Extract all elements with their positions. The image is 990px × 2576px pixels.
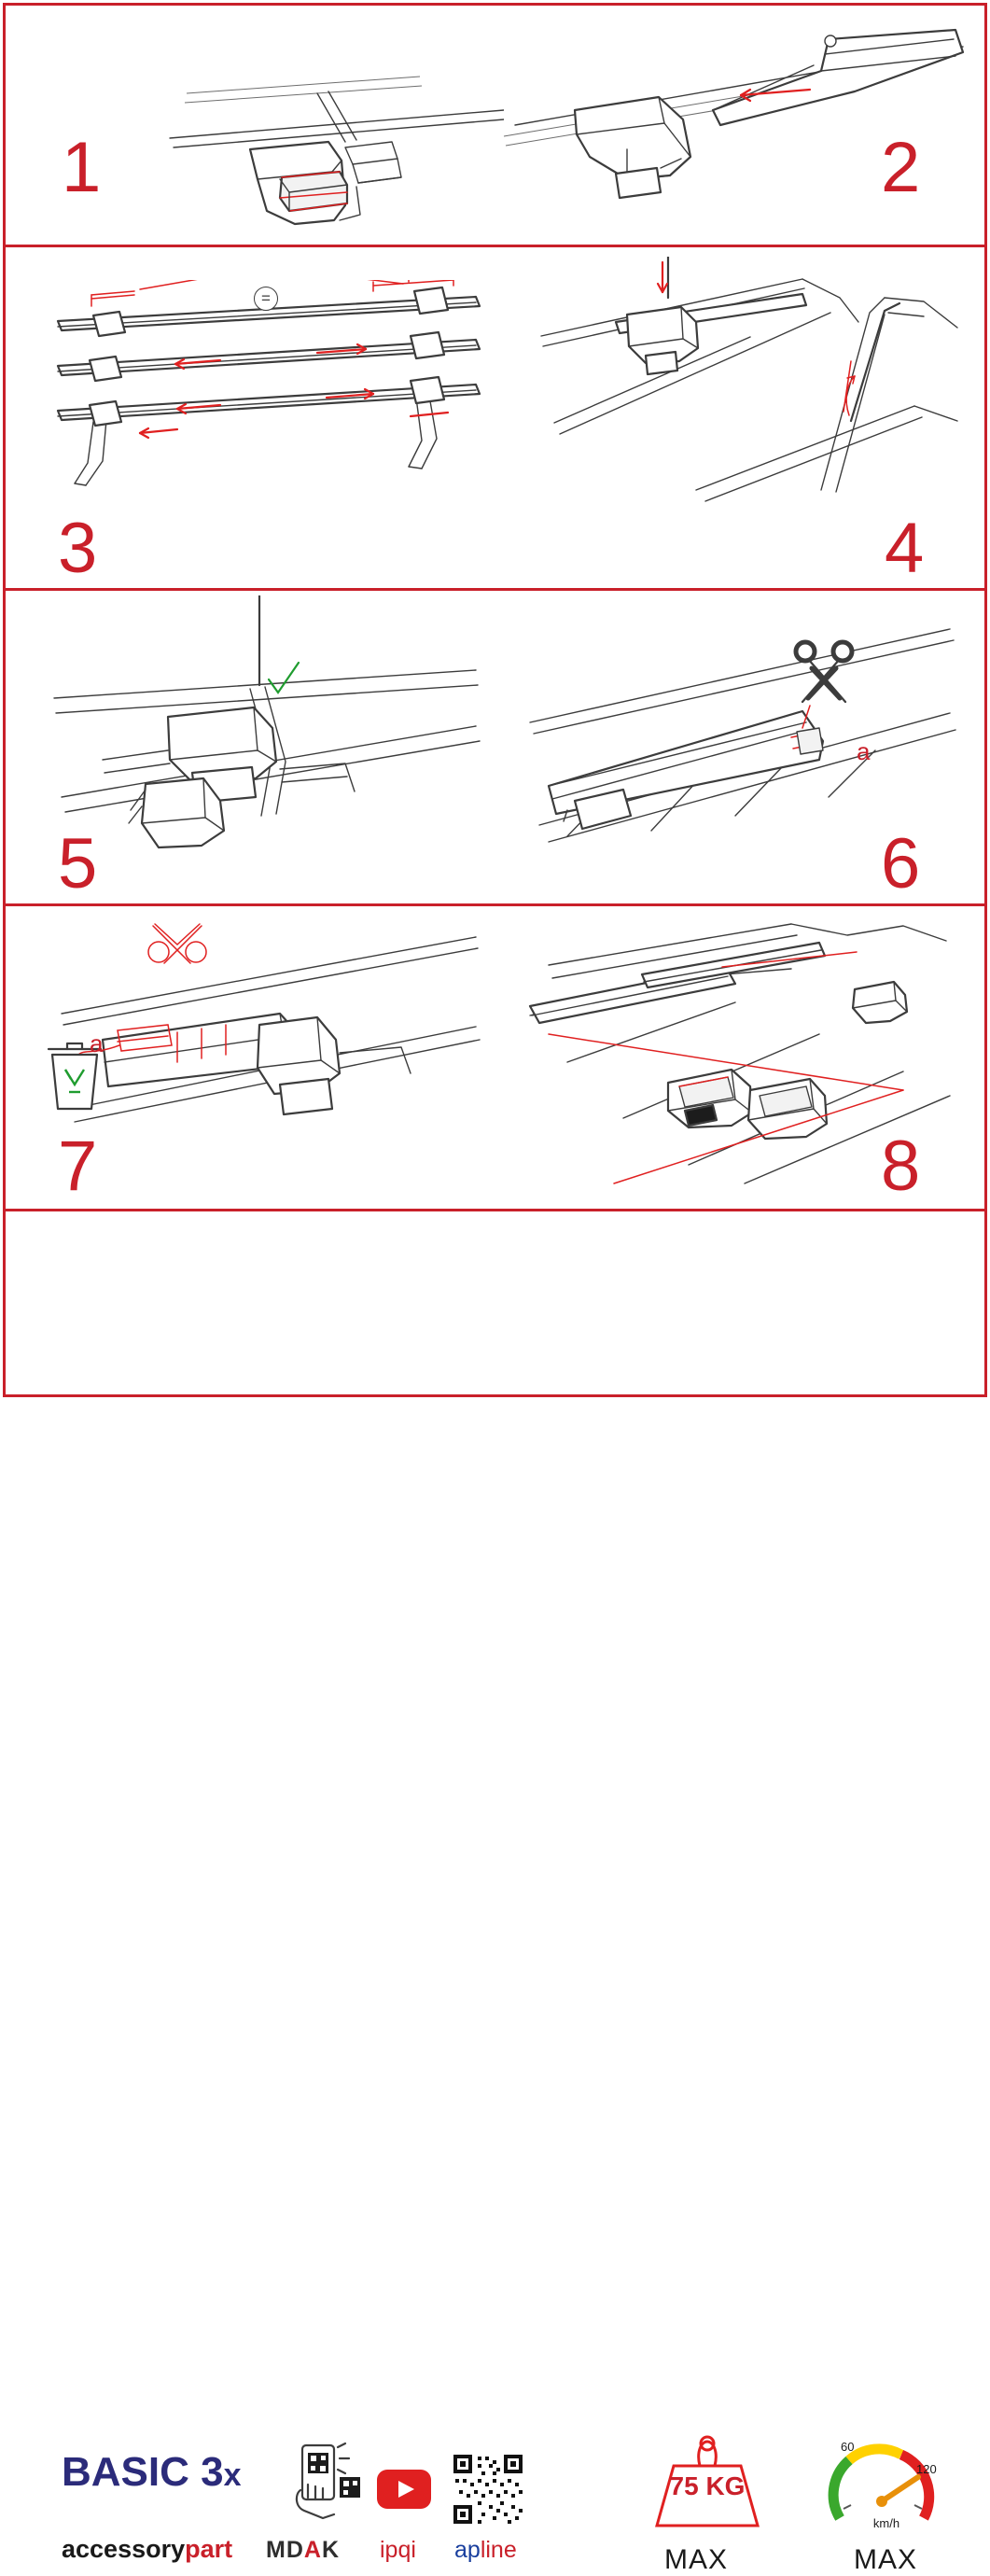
scissors-icon-red [148, 924, 206, 963]
step-4-illustration [523, 257, 961, 509]
gauge-tick-60: 60 [841, 2440, 855, 2454]
brand-logo [62, 2535, 232, 2564]
apline-accent: line [480, 2537, 517, 2563]
brand-suffix: part [185, 2535, 233, 2563]
qr-scan-hand-icon [291, 2442, 364, 2524]
weight-value: 75 KG [669, 2471, 746, 2500]
step-number-6: 6 [881, 824, 920, 903]
product-name-text: BASIC 3 [62, 2449, 224, 2495]
qr-code [452, 2453, 524, 2526]
footer [0, 1211, 990, 2575]
youtube-icon[interactable] [377, 2470, 431, 2509]
logo-label-mdak [266, 2537, 340, 2564]
speed-unit: km/h [872, 2516, 900, 2530]
product-name-suffix: x [223, 2457, 242, 2493]
divider-row-1 [3, 245, 987, 247]
mdak-pre: MD [266, 2537, 304, 2563]
scissors-icon [796, 642, 852, 702]
divider-row-3 [3, 903, 987, 906]
part-label-a-step7: a [90, 1029, 104, 1057]
step-number-7: 7 [58, 1127, 97, 1206]
step-number-5: 5 [58, 824, 97, 903]
equal-badge: = [254, 287, 278, 311]
brand-prefix: accessory [62, 2535, 186, 2563]
step-7-illustration [37, 913, 495, 1193]
divider-row-2 [3, 588, 987, 591]
mdak-post: K [321, 2537, 341, 2563]
part-label-a-step6: a [857, 737, 871, 765]
gauge-tick-120: 120 [916, 2462, 937, 2476]
step-number-2: 2 [881, 128, 920, 207]
step-number-3: 3 [58, 509, 97, 588]
speed-max-caption: MAX [854, 2544, 918, 2575]
step-3-illustration [37, 280, 504, 495]
step-number-1: 1 [62, 128, 101, 207]
mdak-accent: A [303, 2537, 322, 2563]
step-number-8: 8 [881, 1127, 920, 1206]
weight-max-caption: MAX [664, 2544, 729, 2575]
product-name [62, 2449, 242, 2496]
apline-pre: ap [454, 2537, 481, 2563]
logo-label-ipqi: ipqi [380, 2537, 416, 2563]
step-5-illustration [37, 595, 495, 875]
logo-label-apline [454, 2537, 517, 2564]
step-1-illustration [112, 37, 504, 238]
step-number-4: 4 [885, 509, 924, 588]
